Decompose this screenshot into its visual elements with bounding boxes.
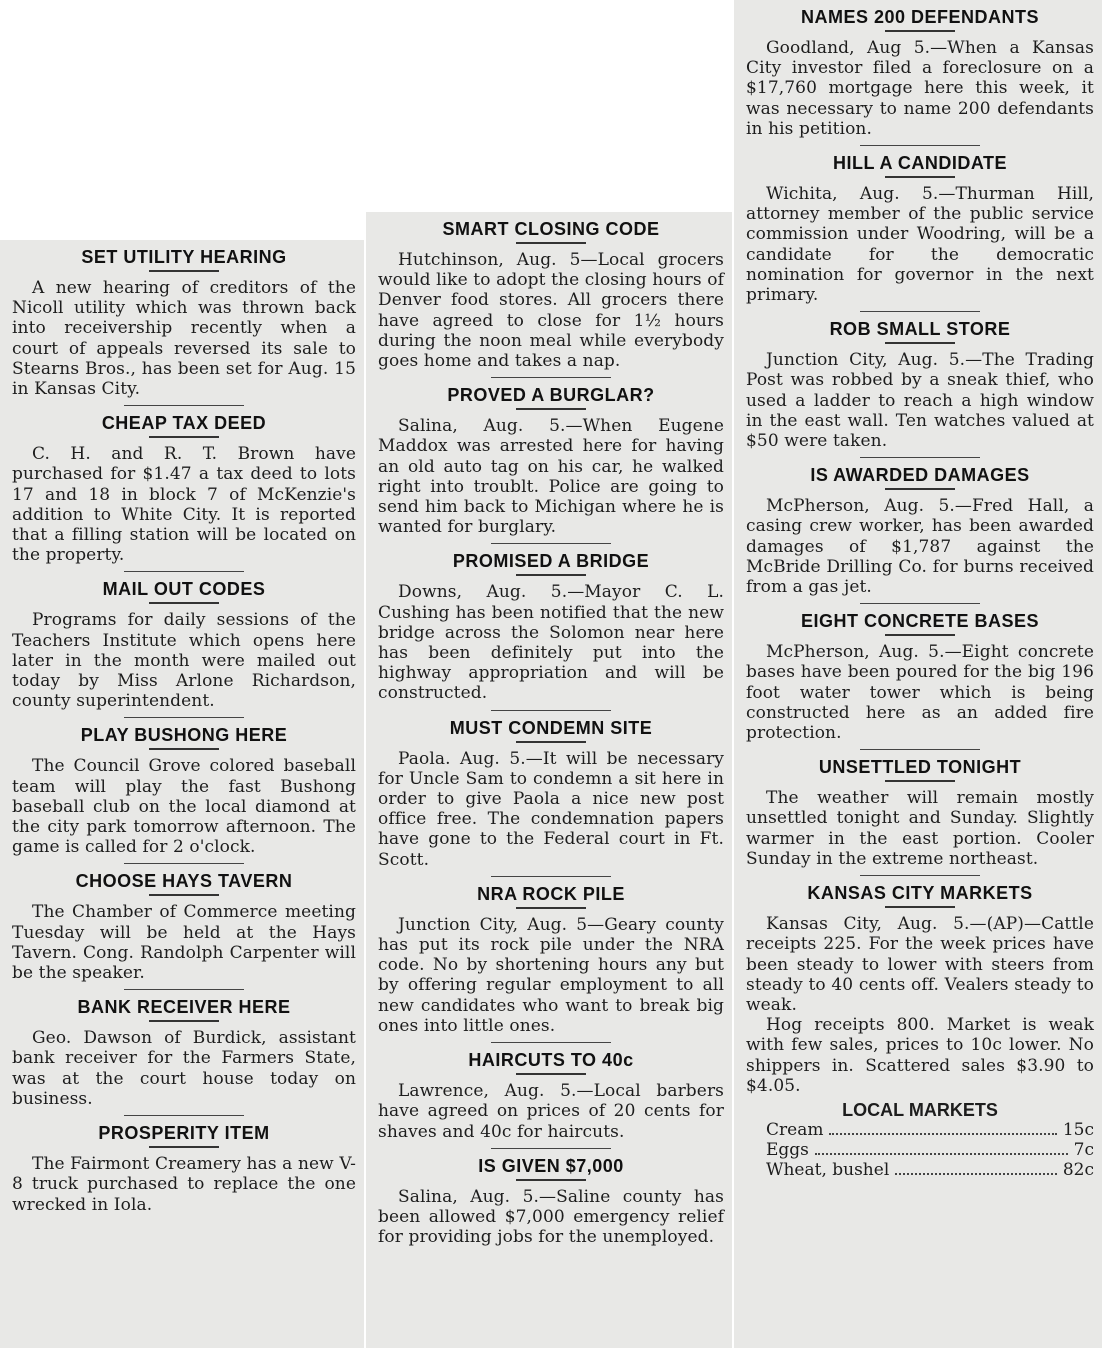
article bbox=[746, 464, 1094, 597]
headline-rule bbox=[149, 270, 219, 272]
market-price: 82c bbox=[1062, 1159, 1094, 1180]
article bbox=[746, 152, 1094, 305]
article-body: The Council Grove colored baseball team will play the fast Bushong baseball club on the local diamond at the city park tomorrow afternoon. The game is called for 2 o'clock. bbox=[12, 756, 356, 858]
headline-rule bbox=[516, 907, 586, 909]
divider bbox=[860, 311, 980, 312]
article bbox=[746, 756, 1094, 869]
article bbox=[378, 883, 724, 1036]
headline-rule bbox=[885, 176, 955, 178]
market-label: Eggs bbox=[766, 1139, 809, 1160]
headline-rule bbox=[885, 342, 955, 344]
local-markets bbox=[746, 1100, 1094, 1180]
article-body: The Chamber of Commerce meeting Tuesday will be held at the Hays Tavern. Cong. Randolph Carpenter will be the speaker. bbox=[12, 902, 356, 984]
divider bbox=[124, 405, 244, 406]
article-body: Salina, Aug. 5.—When Eugene Maddox was arrested here for having an old auto tag on his car, he walked right into troublt. Police are going to send him back to Michigan where he is wanted for burglary. bbox=[378, 416, 724, 538]
article bbox=[746, 882, 1094, 1096]
column-middle bbox=[366, 212, 732, 1348]
headline: PROMISED A BRIDGE bbox=[452, 551, 650, 572]
article bbox=[12, 870, 356, 983]
divider bbox=[124, 571, 244, 572]
headline-rule bbox=[149, 1146, 219, 1148]
market-label: Wheat, bushel bbox=[766, 1159, 890, 1180]
headline-rule bbox=[516, 1179, 586, 1181]
article-body: McPherson, Aug. 5.—Eight concrete bases have been poured for the big 196 foot water tower which is being constructed here as an added fire protection. bbox=[746, 642, 1094, 744]
article bbox=[378, 384, 724, 537]
article-body: The weather will remain mostly unsettled tonight and Sunday. Slightly warmer in the east portion. Cooler Sunday in the extreme northeast. bbox=[746, 788, 1094, 869]
divider bbox=[124, 717, 244, 718]
column-right bbox=[734, 0, 1102, 1348]
article-body: Wichita, Aug. 5.—Thurman Hill, attorney member of the public service commission under Woodring, will be a candidate for the democratic nomination for governor in the next primary. bbox=[746, 184, 1094, 306]
divider bbox=[860, 875, 980, 876]
headline-rule bbox=[885, 30, 955, 32]
market-row bbox=[746, 1160, 1094, 1180]
headline: NAMES 200 DEFENDANTS bbox=[800, 7, 1040, 27]
headline-rule bbox=[885, 780, 955, 782]
article bbox=[378, 717, 724, 870]
headline-rule bbox=[885, 488, 955, 490]
article-body: Junction City, Aug. 5—Geary county has put its rock pile under the NRA code. No by shortening hours any but by offering regular employment to all new candidates who want to break big ones into little ones. bbox=[378, 914, 724, 1036]
column-left bbox=[0, 240, 364, 1348]
article-body: Hutchinson, Aug. 5—Local grocers would like to adopt the closing hours of Denver food stores. All grocers there have agreed to close for 1½ hours during the noon meal while everybody goes home and takes a nap. bbox=[378, 250, 724, 372]
leader-dots bbox=[815, 1153, 1068, 1155]
article-body: A new hearing of creditors of the Nicoll utility which was thrown back into receivership recently when a court of appeals reversed its sale to Stearns Bros., has been set for Aug. 15 in Kansas City. bbox=[12, 278, 356, 400]
divider bbox=[491, 876, 611, 877]
divider bbox=[860, 145, 980, 146]
headline: MUST CONDEMN SITE bbox=[449, 717, 653, 738]
headline: IS AWARDED DAMAGES bbox=[810, 465, 1030, 486]
article-body: Salina, Aug. 5.—Saline county has been allowed $7,000 emergency relief for providing jobs for the unemployed. bbox=[378, 1186, 724, 1248]
divider bbox=[491, 710, 611, 711]
divider bbox=[491, 1042, 611, 1043]
article bbox=[746, 610, 1094, 743]
market-row bbox=[746, 1120, 1094, 1140]
headline: PLAY BUSHONG HERE bbox=[80, 725, 288, 746]
headline: EIGHT CONCRETE BASES bbox=[800, 611, 1040, 632]
headline-rule bbox=[516, 408, 586, 410]
article-body: C. H. and R. T. Brown have purchased for $1.47 a tax deed to lots 17 and 18 in block 7 of McKenzie's addition to White City. It is reported that a filling station will be located on the property. bbox=[12, 444, 356, 566]
article bbox=[378, 550, 724, 703]
article-body: Downs, Aug. 5.—Mayor C. L. Cushing has been notified that the new bridge across the Solomon near here has been definitely put into the highway appropriation and will be constructed. bbox=[378, 582, 724, 704]
headline: HAIRCUTS TO 40c bbox=[468, 1050, 634, 1071]
headline: SET UTILITY HEARING bbox=[81, 247, 287, 267]
divider bbox=[124, 863, 244, 864]
divider bbox=[491, 543, 611, 544]
divider bbox=[491, 1148, 611, 1149]
article-body: Goodland, Aug 5.—When a Kansas City investor filed a foreclosure on a $17,760 mortgage here this week, it was necessary to name 200 defendants in his petition. bbox=[746, 38, 1094, 139]
article bbox=[378, 1155, 724, 1248]
article-body: The Fairmont Creamery has a new V-8 truck purchased to replace the one wrecked in Iola. bbox=[12, 1154, 356, 1215]
headline: PROSPERITY ITEM bbox=[98, 1123, 270, 1144]
local-markets-title: LOCAL MARKETS bbox=[842, 1099, 998, 1120]
headline: NRA ROCK PILE bbox=[477, 883, 625, 904]
divider bbox=[860, 603, 980, 604]
article bbox=[12, 246, 356, 399]
article bbox=[12, 1122, 356, 1215]
headline-rule bbox=[516, 242, 586, 244]
headline: CHOOSE HAYS TAVERN bbox=[75, 871, 293, 892]
article-body: Geo. Dawson of Burdick, assistant bank receiver for the Farmers State, was at the court house today on business. bbox=[12, 1028, 356, 1109]
market-row bbox=[746, 1140, 1094, 1160]
article-body: Programs for daily sessions of the Teachers Institute which opens here later in the month were mailed out today by Miss Arlone Richardson, county superintendent. bbox=[12, 610, 356, 712]
market-price: 15c bbox=[1062, 1119, 1094, 1140]
article bbox=[378, 1049, 724, 1142]
article bbox=[746, 6, 1094, 139]
headline-rule bbox=[516, 574, 586, 576]
headline-rule bbox=[149, 602, 219, 604]
market-label: Cream bbox=[766, 1119, 824, 1140]
divider bbox=[860, 457, 980, 458]
article-body-continued: Hog receipts 800. Market is weak with few sales, prices to 10c lower. No shippers in. Scattered sales $3.90 to $4.05. bbox=[746, 1015, 1094, 1096]
headline: BANK RECEIVER HERE bbox=[77, 997, 291, 1018]
headline-rule bbox=[516, 1073, 586, 1075]
divider bbox=[491, 377, 611, 378]
divider bbox=[860, 749, 980, 750]
article-body: Lawrence, Aug. 5.—Local barbers have agreed on prices of 20 cents for shaves and 40c for haircuts. bbox=[378, 1081, 724, 1142]
headline: SMART CLOSING CODE bbox=[442, 219, 660, 239]
headline-rule bbox=[885, 906, 955, 908]
headline: PROVED A BURGLAR? bbox=[447, 385, 655, 406]
headline: IS GIVEN $7,000 bbox=[478, 1155, 624, 1176]
article-body: Kansas City, Aug. 5.—(AP)—Cattle receipts 225. For the week prices have been steady to lower with steers from steady to 40 cents off. Vealers steady to weak. bbox=[746, 914, 1094, 1015]
leader-dots bbox=[829, 1133, 1056, 1135]
article-body: Junction City, Aug. 5.—The Trading Post was robbed by a sneak thief, who used a ladder to reach a high window in the east wall. Ten watches valued at $50 were taken. bbox=[746, 350, 1094, 452]
headline-rule bbox=[516, 741, 586, 743]
article bbox=[12, 724, 356, 857]
headline: UNSETTLED TONIGHT bbox=[818, 757, 1022, 778]
article-body: McPherson, Aug. 5.—Fred Hall, a casing crew worker, has been awarded damages of $1,787 against the McBride Drilling Co. for burns received from a gas jet. bbox=[746, 496, 1094, 598]
article bbox=[746, 318, 1094, 451]
headline: MAIL OUT CODES bbox=[102, 579, 266, 600]
market-price: 7c bbox=[1073, 1139, 1094, 1160]
article bbox=[12, 412, 356, 565]
headline: CHEAP TAX DEED bbox=[101, 413, 267, 434]
divider bbox=[124, 989, 244, 990]
headline-rule bbox=[149, 436, 219, 438]
headline-rule bbox=[149, 894, 219, 896]
headline-rule bbox=[149, 748, 219, 750]
article-body: Paola. Aug. 5.—It will be necessary for Uncle Sam to condemn a sit here in order to give Paola a nice new post office free. The condemnation papers have gone to the Federal court in Ft. Scott. bbox=[378, 748, 724, 870]
article bbox=[12, 996, 356, 1109]
headline-rule bbox=[149, 1020, 219, 1022]
headline: KANSAS CITY MARKETS bbox=[807, 883, 1033, 904]
headline: HILL A CANDIDATE bbox=[833, 153, 1007, 174]
leader-dots bbox=[895, 1173, 1057, 1175]
article bbox=[12, 578, 356, 711]
article bbox=[378, 218, 724, 371]
divider bbox=[124, 1115, 244, 1116]
headline: ROB SMALL STORE bbox=[829, 319, 1011, 340]
headline-rule bbox=[885, 634, 955, 636]
